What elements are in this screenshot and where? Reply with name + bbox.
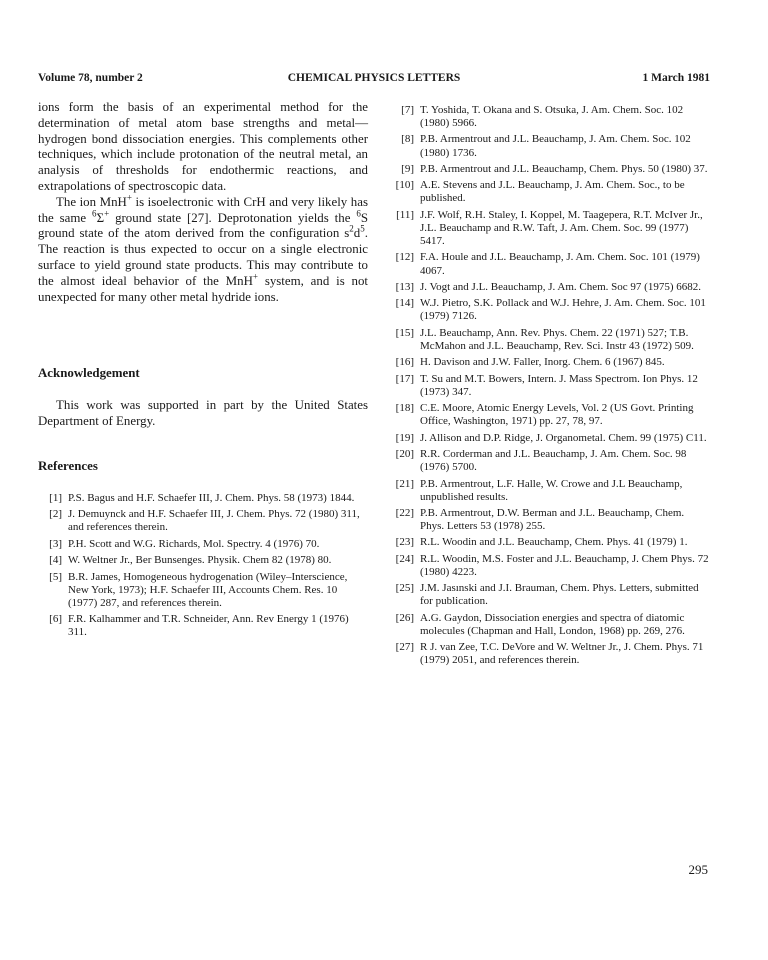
text-run: S ground state of the atom derived from the configuration s <box>38 210 368 241</box>
reference-item <box>390 163 710 176</box>
reference-number: [16] <box>395 356 414 369</box>
reference-text: W.J. Pietro, S.K. Pollack and W.J. Hehre, J. Am. Chem. Soc. 101 (1979) 7126. <box>420 297 706 323</box>
reference-number: [20] <box>395 448 414 461</box>
reference-text: J.M. Jasınski and J.I. Brauman, Chem. Phys. Letters, submitted for publication. <box>420 582 699 608</box>
reference-number: [8] <box>401 133 414 146</box>
reference-number: [1] <box>49 492 62 504</box>
reference-text: J. Vogt and J.L. Beauchamp, J. Am. Chem. Soc 97 (1975) 6682. <box>420 280 701 293</box>
reference-item <box>390 104 710 130</box>
reference-item <box>390 373 710 399</box>
reference-number: [23] <box>395 536 414 549</box>
reference-text: R.L. Woodin, M.S. Foster and J.L. Beauchamp, J. Chem Phys. 72 (1980) 4223. <box>420 552 709 578</box>
journal-title: CHEMICAL PHYSICS LETTERS <box>287 72 461 84</box>
reference-text: A.E. Stevens and J.L. Beauchamp, J. Am. Chem. Soc., to be published. <box>420 179 685 205</box>
reference-number: [25] <box>395 582 414 595</box>
reference-item <box>390 209 710 248</box>
reference-text: A.G. Gaydon, Dissociation energies and spectra of diatomic molecules (Chapman and Hall, London, 1968) pp. 269, 276. <box>420 611 685 637</box>
reference-text: T. Yoshida, T. Okana and S. Otsuka, J. Am. Chem. Soc. 102 (1980) 5966. <box>420 104 684 130</box>
reference-text: W. Weltner Jr., Ber Bunsenges. Physik. Chem 82 (1978) 80. <box>68 554 332 567</box>
acknowledgement-text: This work was supported in part by the United States Department of Energy. <box>38 398 368 428</box>
paragraph-1: ions form the basis of an experimental method for the determination of metal atom base strengths and metal—hydrogen bond dissociation energies. This complements other techniques, which include protonation of the neutral metal, an analysis of thresholds for endothermic reactions, and extrapolations of spectroscopic data. <box>38 100 368 193</box>
reference-item <box>390 402 710 428</box>
running-header <box>38 72 710 88</box>
reference-item <box>390 448 710 474</box>
reference-item <box>390 507 710 533</box>
text-run: . The reaction is thus expected to occur on a single electronic surface to yield ground state products. This may contribute to the almost ideal behavior of the MnH <box>38 226 368 288</box>
reference-number: [10] <box>395 179 414 192</box>
reference-item <box>390 478 710 504</box>
reference-number: [17] <box>395 372 414 385</box>
reference-text: R J. van Zee, T.C. DeVore and W. Weltner Jr., J. Chem. Phys. 71 (1979) 2051, and references therein. <box>420 641 704 667</box>
reference-number: [26] <box>395 611 414 624</box>
reference-text: B.R. James, Homogeneous hydrogenation (Wiley–Interscience, New York, 1973); H.F. Schaefer III, Accounts Chem. Res. 10 (1977) 287, and references therein. <box>68 570 348 609</box>
reference-text: T. Su and M.T. Bowers, Intern. J. Mass Spectrom. Ion Phys. 12 (1973) 347. <box>420 372 698 398</box>
reference-number: [9] <box>401 162 414 175</box>
reference-item <box>390 281 710 294</box>
reference-number: [11] <box>396 208 414 221</box>
reference-text: P.H. Scott and W.G. Richards, Mol. Spectry. 4 (1976) 70. <box>68 537 320 550</box>
superscript: + <box>252 271 258 282</box>
page-number: 295 <box>688 862 708 877</box>
reference-item <box>390 297 710 323</box>
text-run: is isoelectronic with CrH and very likely has the same <box>38 194 368 225</box>
reference-number: [3] <box>49 537 62 550</box>
reference-text: H. Davison and J.W. Faller, Inorg. Chem. 6 (1967) 845. <box>420 356 665 369</box>
reference-item <box>38 613 368 639</box>
reference-item <box>390 179 710 205</box>
reference-number: [21] <box>395 477 414 490</box>
reference-item <box>390 356 710 369</box>
reference-text: P.S. Bagus and H.F. Schaefer III, J. Chem. Phys. 58 (1973) 1844. <box>68 492 355 504</box>
reference-item <box>390 536 710 549</box>
reference-item <box>38 508 368 534</box>
reference-number: [18] <box>395 402 414 415</box>
reference-item <box>38 492 368 505</box>
reference-item <box>38 538 368 551</box>
body-text <box>38 100 368 305</box>
reference-number: [4] <box>49 554 62 567</box>
reference-text: R.R. Corderman and J.L. Beauchamp, J. Am. Chem. Soc. 98 (1976) 5700. <box>420 448 687 474</box>
reference-text: C.E. Moore, Atomic Energy Levels, Vol. 2 (US Govt. Printing Office, Washington, 1971) pp. 27, 78, 97. <box>420 402 694 428</box>
text-run: d <box>353 226 361 241</box>
reference-number: [22] <box>395 506 414 519</box>
reference-text: J.F. Wolf, R.H. Staley, I. Koppel, M. Taagepera, R.T. McIver Jr., J.L. Beauchamp and R.W. Taft, J. Am. Chem. Soc. 99 (1977) 5417. <box>420 208 703 248</box>
text-run: The ion MnH <box>56 194 127 209</box>
superscript: 5 <box>360 224 365 235</box>
superscript: + <box>126 192 132 203</box>
superscript: 2 <box>349 224 354 235</box>
reference-number: [15] <box>395 326 414 339</box>
reference-text: F.R. Kalhammer and T.R. Schneider, Ann. Rev Energy 1 (1976) 311. <box>68 613 349 639</box>
reference-number: [2] <box>49 508 62 521</box>
reference-number: [5] <box>49 570 62 583</box>
references-heading: References <box>38 459 98 473</box>
reference-item <box>390 641 710 667</box>
paragraph-2 <box>38 192 368 306</box>
reference-text: P.B. Armentrout, L.F. Halle, W. Crowe and J.L Beauchamp, unpublished results. <box>420 477 683 503</box>
reference-text: F.A. Houle and J.L. Beauchamp, J. Am. Chem. Soc. 101 (1979) 4067. <box>420 251 700 277</box>
reference-list-left <box>38 492 368 643</box>
reference-list-right <box>390 104 710 671</box>
reference-item <box>390 582 710 608</box>
reference-text: P.B. Armentrout and J.L. Beauchamp, J. Am. Chem. Soc. 102 (1980) 1736. <box>420 133 691 159</box>
reference-number: [14] <box>395 297 414 310</box>
reference-number: [13] <box>395 280 414 293</box>
reference-item <box>38 554 368 567</box>
reference-item <box>390 133 710 159</box>
sigma-symbol: Σ <box>96 210 105 225</box>
reference-text: R.L. Woodin and J.L. Beauchamp, Chem. Phys. 41 (1979) 1. <box>420 536 688 549</box>
acknowledgement-heading: Acknowledgement <box>38 366 140 380</box>
reference-number: [6] <box>49 613 62 626</box>
reference-number: [19] <box>395 431 414 444</box>
text-run: ground state [27]. Deprotonation yields the <box>109 210 357 225</box>
superscript: 6 <box>92 208 97 219</box>
issue-date: 1 March 1981 <box>642 72 710 84</box>
acknowledgement-body <box>38 398 368 430</box>
reference-text: J. Allison and D.P. Ridge, J. Organometal. Chem. 99 (1975) C11. <box>420 431 707 444</box>
reference-item <box>390 432 710 445</box>
reference-number: [7] <box>401 104 414 116</box>
reference-item <box>390 251 710 277</box>
reference-number: [24] <box>395 552 414 565</box>
text-run: system, and is not unexpected for many other metal hydride ions. <box>38 273 368 304</box>
superscript: 6 <box>356 208 361 219</box>
reference-text: J.L. Beauchamp, Ann. Rev. Phys. Chem. 22 (1971) 527; T.B. McMahon and J.L. Beauchamp, Rev. Sci. Instr 43 (1972) 509. <box>420 326 694 352</box>
reference-number: [12] <box>395 251 414 264</box>
volume-info: Volume 78, number 2 <box>38 72 143 84</box>
reference-number: [27] <box>395 641 414 654</box>
reference-item <box>390 553 710 579</box>
reference-text: P.B. Armentrout and J.L. Beauchamp, Chem. Phys. 50 (1980) 37. <box>420 162 708 175</box>
reference-text: J. Demuynck and H.F. Schaefer III, J. Chem. Phys. 72 (1980) 311, and references therein. <box>68 508 360 534</box>
reference-item <box>390 327 710 353</box>
superscript: + <box>104 208 110 219</box>
reference-text: P.B. Armentrout, D.W. Berman and J.L. Beauchamp, Chem. Phys. Letters 53 (1978) 255. <box>420 506 685 533</box>
reference-item <box>390 612 710 638</box>
reference-item <box>38 571 368 610</box>
